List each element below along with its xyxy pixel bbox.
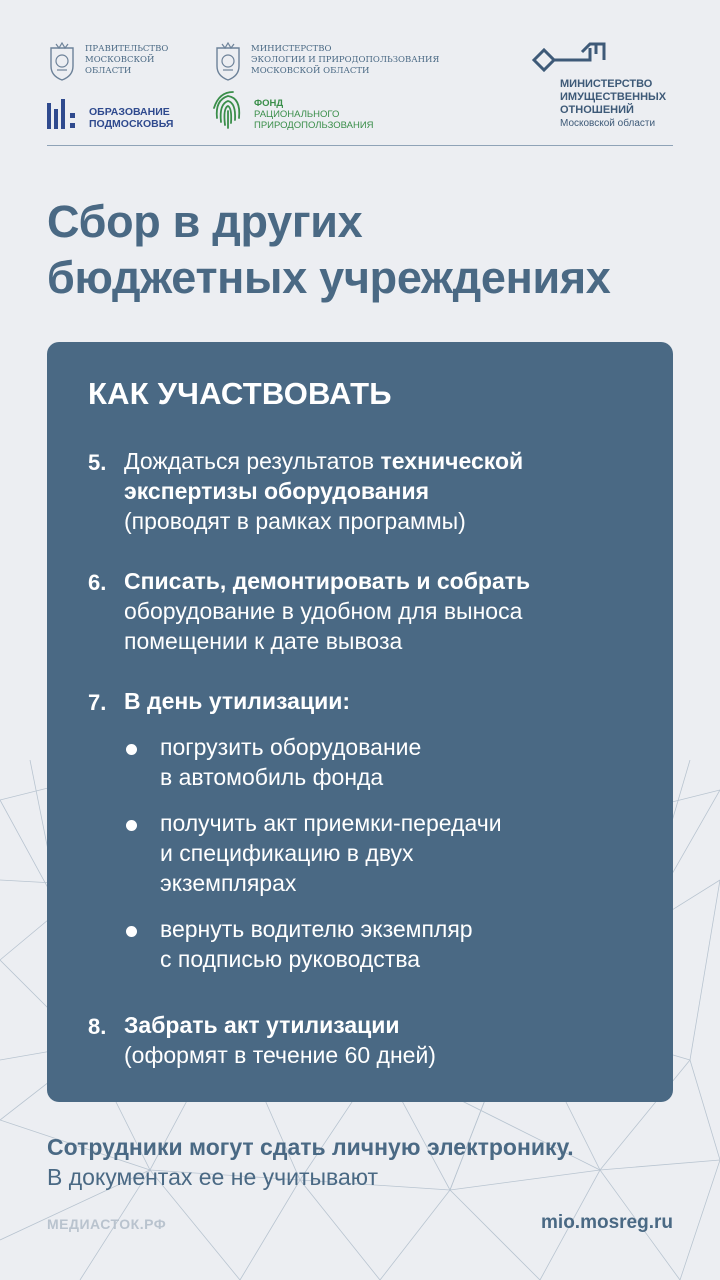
coat-of-arms-icon — [213, 42, 243, 82]
step-number: 7. — [88, 690, 107, 715]
education-bars-icon — [47, 99, 79, 129]
instructions-card: КАК УЧАСТВОВАТЬ 5. Дождаться результатов технической экспертизы оборудования (проводят в рамках программы) 6. Списать, демонтировать и собрать оборудование в удобном для выноса помещении к дате вывоза 7. В день утилизации: погрузить оборудование в автомобиль фонда получить акт приемки-передачи и спецификацию в двух экземплярах вернуть водителю экземпляр с подписью руководства 8. Забрать акт утилизации (оформят в течение 60 дней) — [47, 342, 673, 1102]
education-logo-text: ОБРАЗОВАНИЕ ПОДМОСКОВЬЯ — [89, 106, 174, 130]
government-logo — [47, 42, 187, 84]
footnote — [47, 1132, 574, 1192]
bullet-dot — [126, 926, 137, 937]
education-logo — [47, 98, 187, 130]
step-number: 6. — [88, 570, 107, 595]
fingerprint-icon — [211, 88, 245, 130]
property-ministry-region: Московской области — [560, 118, 656, 129]
page-title: Сбор в других бюджетных учреждениях — [47, 196, 611, 303]
property-ministry-logo — [530, 40, 690, 132]
bullet-dot — [126, 820, 137, 831]
footnote-bold: Сотрудники могут сдать личную электронику. — [47, 1134, 574, 1160]
step-number: 5. — [88, 450, 107, 475]
bullet-dot — [126, 744, 137, 755]
government-logo-text: ПРАВИТЕЛЬСТВО МОСКОВСКОЙ ОБЛАСТИ — [85, 44, 169, 76]
website-link[interactable]: mio.mosreg.ru — [541, 1212, 673, 1233]
nature-fund-logo-text: ФОНД РАЦИОНАЛЬНОГО ПРИРОДОПОЛЬЗОВАНИЯ — [254, 98, 374, 131]
coat-of-arms-icon — [47, 42, 77, 82]
source-label: МЕДИАСТОК.РФ — [47, 1216, 167, 1232]
property-ministry-logo-text: МИНИСТЕРСТВО ИМУЩЕСТВЕННЫХ ОТНОШЕНИЙ — [560, 78, 667, 116]
step-number: 8. — [88, 1014, 107, 1039]
nature-fund-logo — [211, 88, 391, 134]
footnote-regular: В документах ее не учитывают — [47, 1164, 379, 1190]
card-heading: КАК УЧАСТВОВАТЬ — [88, 376, 392, 411]
ecology-ministry-logo — [213, 42, 443, 84]
header-divider — [47, 145, 673, 146]
ecology-ministry-logo-text: МИНИСТЕРСТВО ЭКОЛОГИИ И ПРИРОДОПОЛЬЗОВАНИЯ МОСКОВСКОЙ ОБЛАСТИ — [251, 44, 440, 76]
key-house-icon — [530, 40, 612, 80]
